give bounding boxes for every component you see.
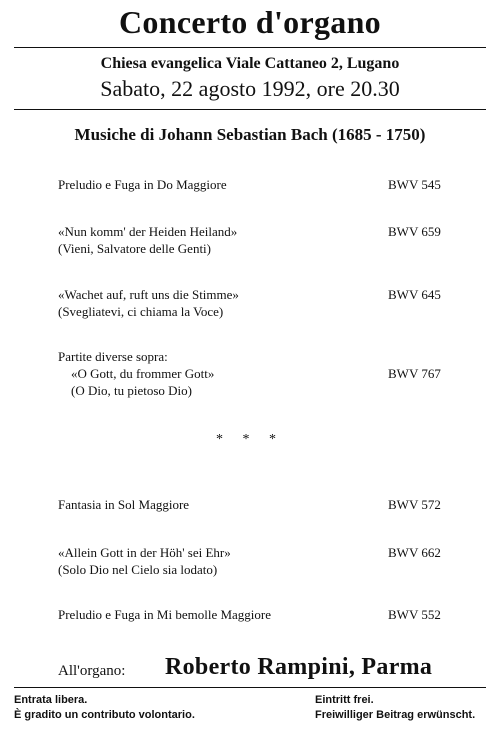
section-separator: * * * <box>216 432 284 447</box>
footer-donation-it: È gradito un contributo volontario. <box>14 709 195 721</box>
page-title: Concerto d'organo <box>119 4 381 40</box>
organ-label: All'organo: <box>58 663 126 679</box>
piece-title: Preludio e Fuga in Do Maggiore <box>58 177 227 192</box>
bwv-number: BWV 572 <box>388 497 441 512</box>
piece-title: «Nun komm' der Heiden Heiland» <box>58 224 238 239</box>
composer-heading: Musiche di Johann Sebastian Bach (1685 - 1750) <box>74 125 426 144</box>
piece-title: Fantasia in Sol Maggiore <box>58 497 190 512</box>
bwv-number: BWV 545 <box>388 177 441 192</box>
concert-date: Sabato, 22 agosto 1992, ore 20.30 <box>100 76 400 101</box>
footer-entry-it: Entrata libera. <box>14 694 88 706</box>
divider-header <box>14 109 486 110</box>
bwv-number: BWV 552 <box>388 607 441 622</box>
bwv-number: BWV 645 <box>388 287 441 302</box>
bwv-number: BWV 662 <box>388 545 441 560</box>
venue: Chiesa evangelica Viale Cattaneo 2, Lugano <box>100 55 400 72</box>
piece-title: «Allein Gott in der Höh' sei Ehr» <box>58 545 231 560</box>
bwv-number: BWV 659 <box>388 224 441 239</box>
piece-translation: (Svegliatevi, ci chiama la Voce) <box>58 304 224 319</box>
piece-translation: (Solo Dio nel Cielo sia lodato) <box>58 562 218 577</box>
footer-donation-de: Freiwilliger Beitrag erwünscht. <box>315 709 476 721</box>
piece-translation: (Vieni, Salvatore delle Genti) <box>58 241 211 256</box>
performer-name: Roberto Rampini, Parma <box>165 654 433 680</box>
footer-entry-de: Eintritt frei. <box>315 694 374 706</box>
divider-top <box>14 47 486 48</box>
piece-translation: (O Dio, tu pietoso Dio) <box>71 383 192 398</box>
bwv-number: BWV 767 <box>388 366 441 381</box>
piece-title: «O Gott, du frommer Gott» <box>71 366 215 381</box>
piece-title: Preludio e Fuga in Mi bemolle Maggiore <box>58 607 272 622</box>
divider-footer <box>14 687 486 688</box>
piece-intro: Partite diverse sopra: <box>58 349 168 364</box>
piece-title: «Wachet auf, ruft uns die Stimme» <box>58 287 239 302</box>
